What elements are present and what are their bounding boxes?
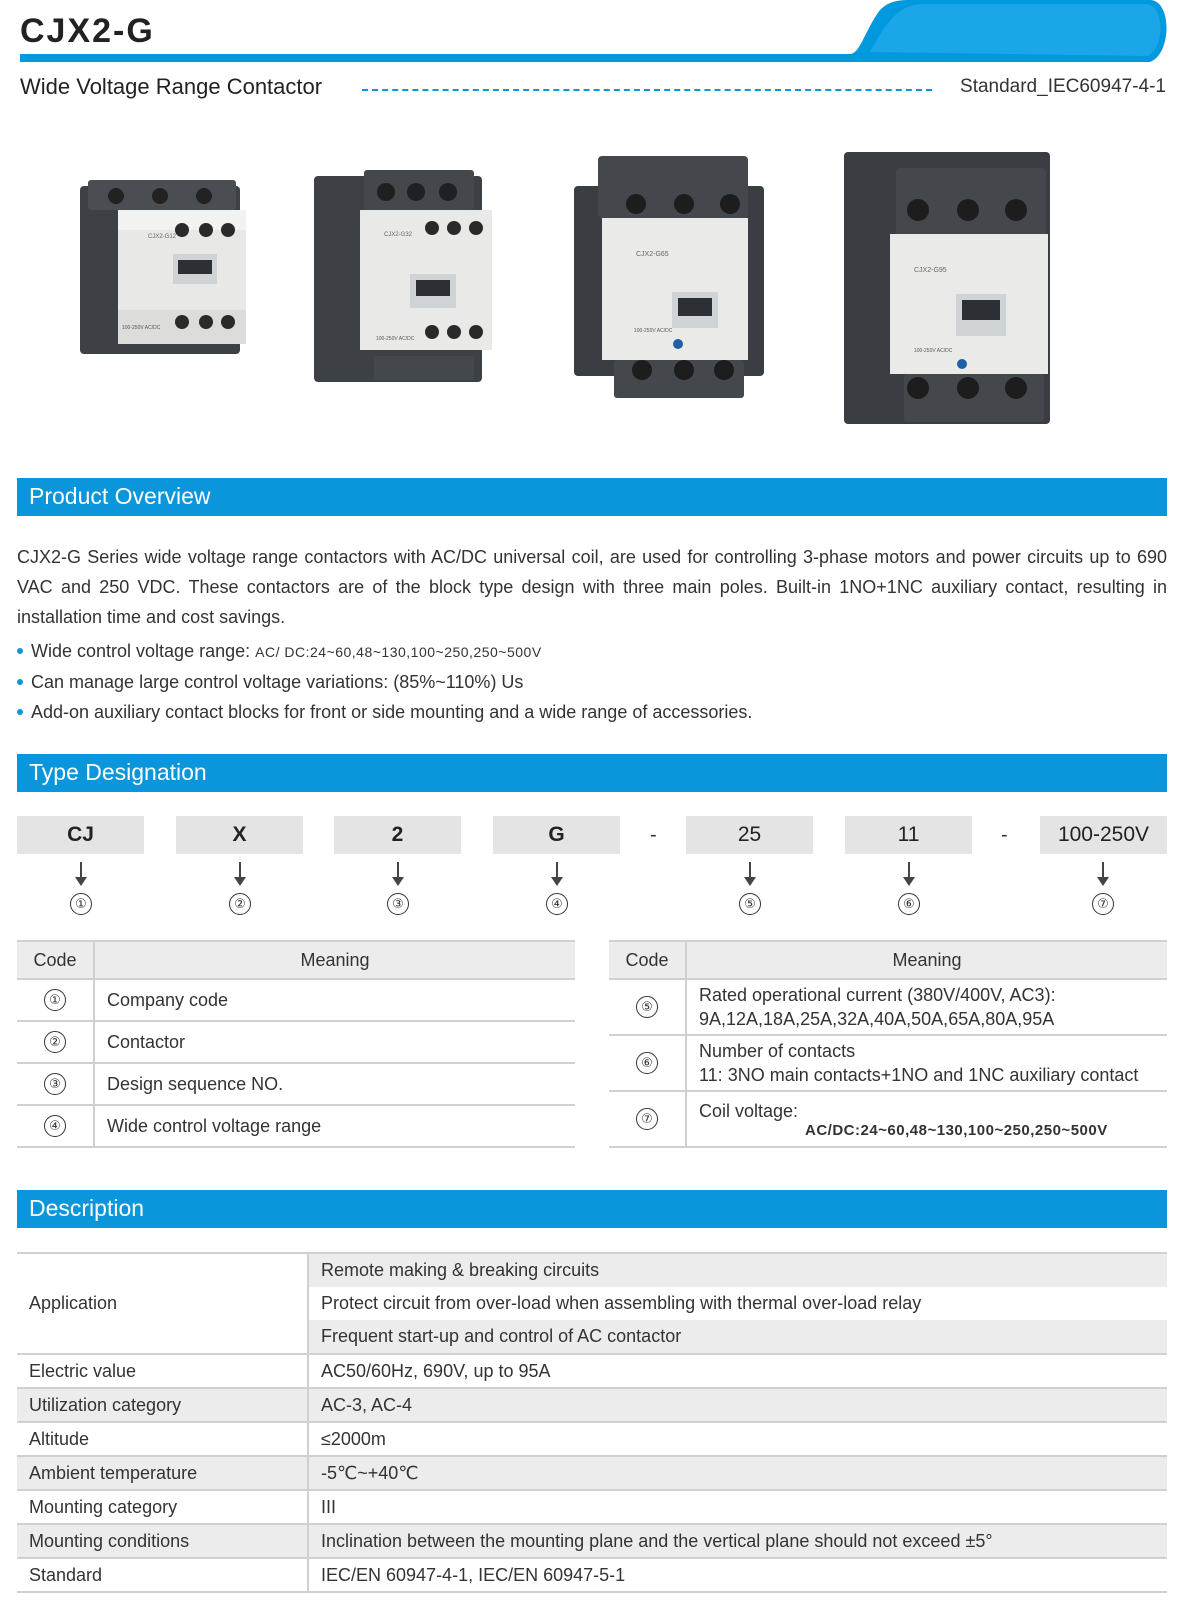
designation-number-4: ④ [546, 893, 568, 915]
meaning-cell: Design sequence NO. [107, 1073, 284, 1094]
bullet-voltage-variation: Can manage large control voltage variations: (85%~110%) Us [17, 667, 1167, 697]
product-2-rating: 100-250V AC/DC [376, 336, 415, 342]
product-3-label: CJX2-G65 [636, 251, 669, 258]
arrow-down-icon [901, 862, 917, 888]
designation-part-4: G [493, 816, 620, 854]
meaning-cell [687, 1092, 1167, 1146]
meaning-cell [687, 980, 1167, 1034]
table-row [17, 1559, 1167, 1593]
header-wave-shape [0, 0, 1184, 70]
product-4-label: CJX2-G95 [914, 267, 947, 274]
row-label: Application [17, 1254, 309, 1353]
designation-number-7: ⑦ [1092, 893, 1114, 915]
designation-number-3: ③ [387, 893, 409, 915]
code-cell: ⑤ [636, 996, 658, 1018]
table-row [609, 980, 1167, 1036]
table-row [17, 1355, 1167, 1389]
designation-separator-1: - [650, 824, 657, 846]
contactor-image-4 [844, 152, 1052, 428]
meaning-line-1: Coil voltage: [699, 1101, 799, 1121]
page-title: CJX2-G [20, 12, 155, 50]
row-value: IEC/EN 60947-4-1, IEC/EN 60947-5-1 [321, 1565, 626, 1585]
meaning-line-2: AC/DC:24~60,48~130,100~250,250~500V [805, 1122, 1108, 1139]
meaning-line-1: Number of contacts [699, 1041, 856, 1061]
meaning-line-1: Rated operational current (380V/400V, AC3): [699, 985, 1056, 1005]
code-cell: ⑦ [636, 1108, 658, 1130]
row-label: Electric value [17, 1355, 309, 1387]
designation-number-6: ⑥ [898, 893, 920, 915]
row-label: Mounting category [17, 1491, 309, 1523]
col-meaning-header: Meaning [300, 949, 370, 970]
product-4-rating: 100-250V AC/DC [914, 348, 953, 354]
row-label: Utilization category [17, 1389, 309, 1421]
row-value: Remote making & breaking circuits [309, 1254, 1167, 1287]
col-meaning-header: Meaning [892, 949, 962, 970]
table-row [17, 980, 575, 1022]
row-label: Standard [17, 1559, 309, 1591]
table-row-application [17, 1254, 1167, 1355]
row-value: Inclination between the mounting plane and the vertical plane should not exceed ±5° [321, 1531, 993, 1551]
overview-bullet-list [17, 636, 1167, 727]
meaning-cell: Company code [107, 989, 229, 1010]
bullet-voltage-range [17, 636, 1167, 667]
section-bar-description: Description [17, 1190, 1167, 1228]
product-gallery [0, 148, 1184, 448]
col-code-header: Code [17, 942, 95, 978]
meaning-cell [687, 1036, 1167, 1090]
designation-number-1: ① [70, 893, 92, 915]
row-label: Altitude [17, 1423, 309, 1455]
code-cell: ① [44, 989, 66, 1011]
contactor-image-2 [314, 170, 496, 386]
section-bar-type-designation: Type Designation [17, 754, 1167, 792]
designation-separator-2: - [1001, 824, 1008, 846]
code-cell: ② [44, 1031, 66, 1053]
meaning-cell: Wide control voltage range [107, 1115, 322, 1136]
designation-part-5: 25 [686, 816, 813, 854]
meaning-line-2: 11: 3NO main contacts+1NO and 1NC auxiliary contact [699, 1065, 1139, 1085]
table-row [17, 1491, 1167, 1525]
code-table-right [609, 940, 1167, 1148]
overview-paragraph: CJX2-G Series wide voltage range contactors with AC/DC universal coil, are used for controlling 3-phase motors and power circuits up to 690 VAC and 250 VDC. These contactors are of the block type design with three main poles. Built-in 1NO+1NC auxiliary contact, resulting in installation time and cost savings. [17, 547, 1167, 627]
code-table-left [17, 940, 575, 1148]
table-row [17, 1423, 1167, 1457]
table-row [17, 1022, 575, 1064]
row-value: Frequent start-up and control of AC contactor [309, 1320, 1167, 1353]
arrow-down-icon [1095, 862, 1111, 888]
description-table [17, 1252, 1167, 1593]
designation-part-3: 2 [334, 816, 461, 854]
designation-part-7: 100-250V [1040, 816, 1167, 854]
designation-part-6: 11 [845, 816, 972, 854]
designation-number-5: ⑤ [739, 893, 761, 915]
table-header [609, 942, 1167, 980]
product-1-rating: 100-250V AC/DC [122, 325, 161, 331]
table-row [609, 1092, 1167, 1148]
table-header [17, 942, 575, 980]
designation-number-2: ② [229, 893, 251, 915]
designation-part-2: X [176, 816, 303, 854]
code-cell: ④ [44, 1115, 66, 1137]
row-value: Protect circuit from over-load when assembling with thermal over-load relay [321, 1293, 922, 1313]
row-value: -5℃~+40℃ [321, 1463, 419, 1483]
row-value: III [321, 1497, 337, 1517]
code-cell: ⑥ [636, 1052, 658, 1074]
contactor-image-3 [574, 156, 768, 402]
section-bar-product-overview: Product Overview [17, 478, 1167, 516]
row-value: AC-3, AC-4 [321, 1395, 413, 1415]
product-3-rating: 100-250V AC/DC [634, 328, 673, 334]
table-row [17, 1064, 575, 1106]
page-subtitle: Wide Voltage Range Contactor [20, 74, 323, 99]
meaning-line-2: 9A,12A,18A,25A,32A,40A,50A,65A,80A,95A [699, 1009, 1055, 1029]
row-value: ≤2000m [321, 1429, 386, 1449]
designation-part-1: CJ [17, 816, 144, 854]
row-value: AC50/60Hz, 690V, up to 95A [321, 1361, 551, 1381]
bullet-voltage-range-value: AC/ DC:24~60,48~130,100~250,250~500V [255, 644, 542, 660]
product-2-label: CJX2-G32 [384, 232, 413, 238]
row-label: Mounting conditions [17, 1525, 309, 1557]
col-code-header: Code [609, 942, 687, 978]
product-1-label: CJX2-G12 [148, 234, 177, 240]
arrow-down-icon [390, 862, 406, 888]
standard-label: Standard_IEC60947-4-1 [960, 76, 1166, 97]
meaning-cell: Contactor [107, 1031, 186, 1052]
bullet-add-on-blocks: Add-on auxiliary contact blocks for front or side mounting and a wide range of accessories. [17, 697, 1167, 727]
table-row [17, 1106, 575, 1148]
page-header [0, 0, 1184, 130]
arrow-down-icon [742, 862, 758, 888]
arrow-down-icon [549, 862, 565, 888]
header-dashed-divider [362, 89, 932, 91]
arrow-down-icon [73, 862, 89, 888]
code-cell: ③ [44, 1073, 66, 1095]
row-label: Ambient temperature [17, 1457, 309, 1489]
bullet-voltage-range-label: Wide control voltage range: [31, 641, 256, 661]
table-row [17, 1389, 1167, 1423]
arrow-down-icon [232, 862, 248, 888]
table-row [609, 1036, 1167, 1092]
table-row [17, 1457, 1167, 1491]
contactor-image-1 [78, 176, 250, 360]
table-row [17, 1525, 1167, 1559]
